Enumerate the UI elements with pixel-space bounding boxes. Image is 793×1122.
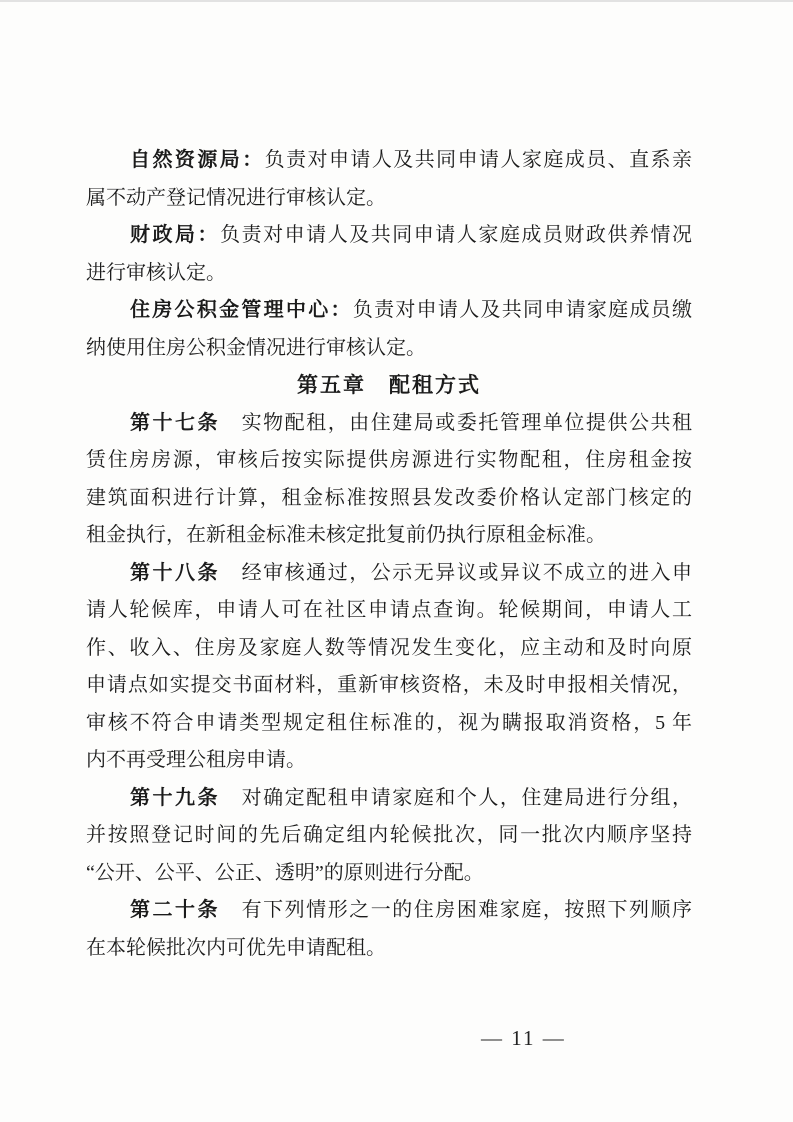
text-line: 内不再受理公租房申请。 xyxy=(86,749,306,771)
text-span: 负责对申请人及共同申请人家庭成员财政供养情况 xyxy=(220,224,693,246)
document-body xyxy=(86,142,692,967)
text-line: 建筑面积进行计算，租金标准按照县发改委价格认定部门核定的 xyxy=(86,486,692,509)
text-span: 对确定配租申请家庭和个人，住建局进行分组， xyxy=(220,786,693,809)
text-line: 审核不符合申请类型规定租住标准的，视为瞒报取消资格，5 年 xyxy=(86,711,692,734)
article-label-19: 第十九条 xyxy=(130,786,221,809)
text-span: 经审核通过，公示无异议或异议不成立的进入申 xyxy=(220,561,693,584)
text-line: 并按照登记时间的先后确定组内轮候批次，同一批次内顺序坚持 xyxy=(86,824,692,846)
paragraph-finance-bureau xyxy=(86,217,692,292)
paragraph-article-18 xyxy=(86,555,692,780)
text-span: 有下列情形之一的住房困难家庭，按照下列顺序 xyxy=(220,899,693,921)
text-line xyxy=(86,892,692,930)
text-line: 租金执行，在新租金标准未核定批复前仍执行原租金标准。 xyxy=(86,524,606,546)
org-label-housing-fund: 住房公积金管理中心： xyxy=(130,299,353,321)
paragraph-article-17 xyxy=(86,405,692,555)
chapter-heading: 第五章 配租方式 xyxy=(297,374,481,397)
article-label-18: 第十八条 xyxy=(130,561,221,584)
text-line: 属不动产登记情况进行审核认定。 xyxy=(86,186,386,209)
text-line: 请人轮候库，申请人可在社区申请点查询。轮候期间，申请人工 xyxy=(86,599,692,621)
text-line xyxy=(86,555,692,593)
text-line xyxy=(86,217,692,255)
paragraph-housing-fund-center xyxy=(86,292,692,367)
text-line xyxy=(86,292,692,330)
org-label-natural-resources: 自然资源局： xyxy=(130,149,265,171)
text-line: 申请点如实提交书面材料，重新审核资格，未及时申报相关情况， xyxy=(86,674,692,696)
paragraph-natural-resources-bureau xyxy=(86,142,692,217)
text-line: 进行审核认定。 xyxy=(86,261,226,284)
page-number: — 11 — xyxy=(481,1026,566,1050)
paragraph-article-19 xyxy=(86,780,692,893)
text-span: 负责对申请人及共同申请家庭成员缴 xyxy=(352,299,693,321)
text-span: 实物配租，由住建局或委托管理单位提供公共租 xyxy=(220,411,693,434)
text-line: “公开、公平、公正、透明”的原则进行分配。 xyxy=(86,861,484,884)
text-line: 赁住房房源，审核后按实际提供房源进行实物配租，住房租金按 xyxy=(86,449,692,471)
text-line: 纳使用住房公积金情况进行审核认定。 xyxy=(86,336,426,359)
article-label-17: 第十七条 xyxy=(130,411,221,434)
text-span: 负责对申请人及共同申请人家庭成员、直系亲 xyxy=(264,149,693,171)
article-label-20: 第二十条 xyxy=(130,899,221,921)
text-line xyxy=(86,780,692,818)
text-line xyxy=(86,405,692,443)
text-line: 作、收入、住房及家庭人数等情况发生变化，应主动和及时向原 xyxy=(86,636,692,659)
scan-edge xyxy=(0,0,793,2)
paragraph-article-20 xyxy=(86,892,692,967)
org-label-finance: 财政局： xyxy=(130,224,221,246)
text-line: 在本轮候批次内可优先申请配租。 xyxy=(86,936,386,959)
text-line xyxy=(86,142,692,180)
